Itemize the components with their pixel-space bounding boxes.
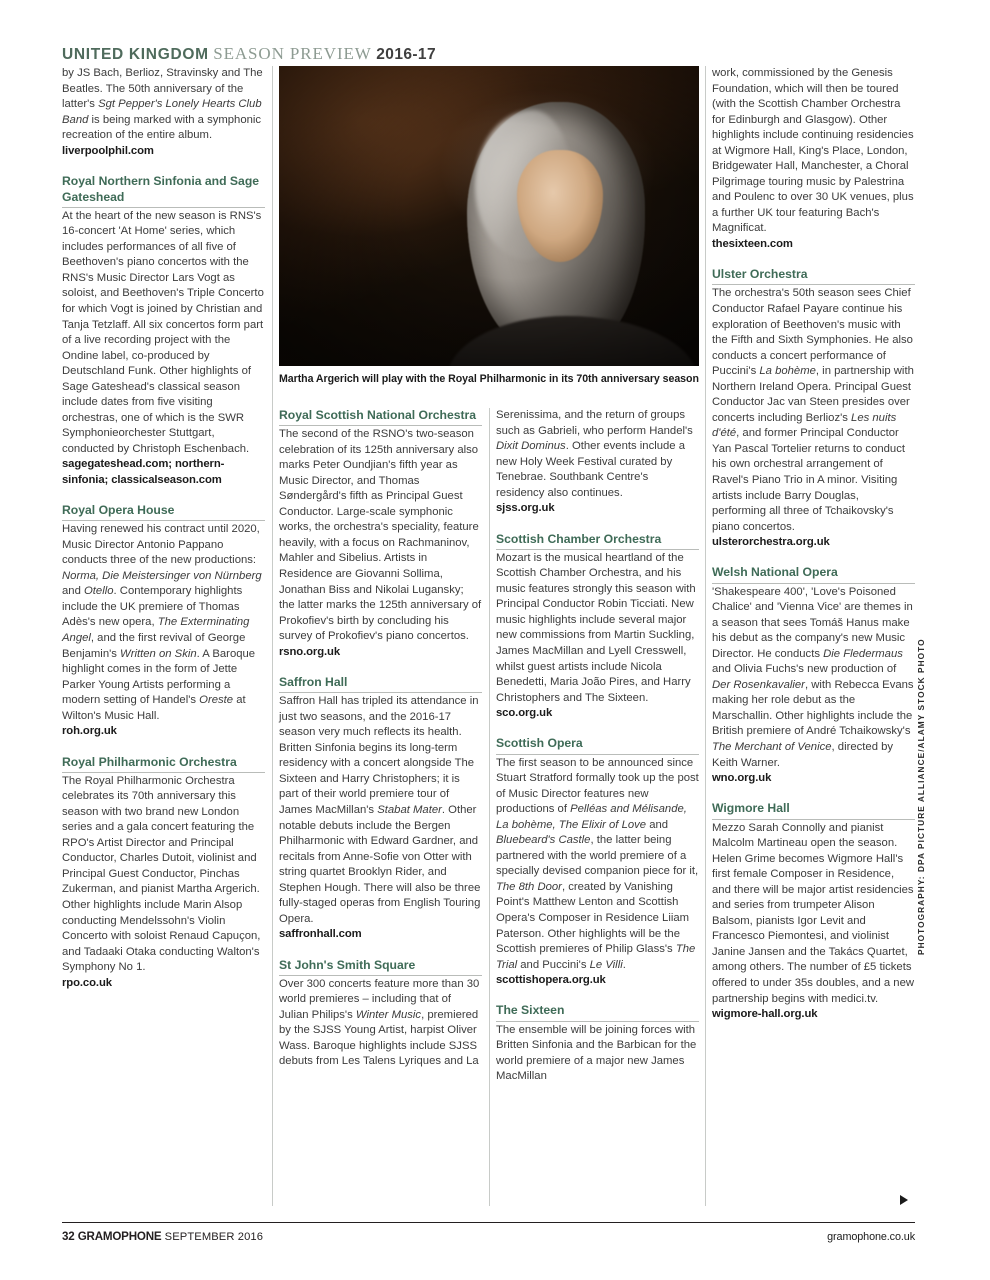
wno-text-4: , directed by Keith Warner. — [712, 741, 894, 769]
ulster-text-2: , in partnership with Northern Ireland Opera. Principal Guest Conductor Jac van Steen presides over concerts including Berlioz's — [712, 365, 914, 424]
intro-text: by JS Bach, Berlioz, Stravinsky and The Beatles. The 50th anniversary of the latter's — [62, 67, 263, 111]
footer-issue-date: SEPTEMBER 2016 — [164, 1231, 264, 1243]
so-italic-2: Bluebeard's Castle — [496, 834, 591, 847]
spacer — [712, 252, 915, 267]
intro-paragraph — [62, 66, 265, 144]
spacer — [712, 786, 915, 801]
scottish-opera-body — [496, 756, 699, 974]
ulster-orchestra-body — [712, 286, 915, 535]
spacer — [279, 943, 482, 958]
so-italic-3: The 8th Door — [496, 880, 562, 893]
footer-website: gramophone.co.uk — [827, 1231, 915, 1243]
ulster-text-3: , and former Principal Conductor Yan Pascal Tortelier returns to conduct his own orchestral arrangement of Ravel's Piano Trio in A minor. Visiting artists include Barry Douglas, performing all three of Tchaikovsky's piano concertos. — [712, 427, 905, 533]
roh-text-2: and — [62, 585, 84, 598]
rpo-url[interactable]: rpo.co.uk — [62, 976, 112, 989]
so-text-1: The first season to be announced since Stuart Stratford formally took up the post of Music Director features new productions of — [496, 756, 699, 816]
liverpoolphil-url[interactable]: liverpoolphil.com — [62, 144, 154, 157]
ulsterorchestra-url[interactable]: ulsterorchestra.org.uk — [712, 536, 830, 549]
ulster-text-1: The orchestra's 50th season sees Chief Conductor Rafael Payare continue his exploration of Beethoven's music with the Fifth and Sixth Symphonies. He also conducts a concert performance of Puccini's — [712, 287, 913, 378]
ulster-italic-2: Les nuits d'été — [712, 411, 897, 440]
spacer — [62, 488, 265, 503]
royal-northern-sinfonia-body: At the heart of the new season is RNS's 16-concert 'At Home' series, which includes performances of all five of Beethoven's piano concertos with the RNS's Music Director Lars Vogt as soloist, and Beethoven's Triple Concerto for which Vogt is joined by Christian and Tanja Tetzlaff. All six concertos form part of a live recording project with the Ondine label, co-produced by Deutschland Funk. Other highlights of Sage Gateshead's classical season include dates from five visiting orchestras, one of which is the SWR Symphonieorchester Stuttgart, conducted by Christoph Eschenbach. — [62, 209, 264, 455]
sagegateshead-url[interactable]: sagegateshead.com; northern-sinfonia; classicalseason.com — [62, 458, 225, 486]
heading-the-sixteen: The Sixteen — [496, 1003, 699, 1021]
spacer — [496, 721, 699, 736]
wno-text-3: , with Rebecca Evans making her role debut as the Marschallin. Other highlights include the British premiere of André Tchaikowsky's — [712, 678, 914, 738]
column-divider — [489, 408, 490, 1206]
wigmore-hall-body: Mezzo Sarah Connolly and pianist Malcolm Martineau open the season. Helen Grime becomes Wigmore Hall's first female Composer in Residence, and there will be major artist residencies and series from trumpeter Alison Balsom, pianists Igor Levit and Francesco Piemontesi, and violinist Janine Jansen and the Takács Quartet, among others. The number of £5 tickets offered to under 35s doubles, and a new partnership begins with medici.tv. — [712, 821, 915, 1005]
sjss-cont-text-2: . Other events include a new Holy Week Festival curated by Tenebrae. Southbank Centre's residency also continues. — [496, 440, 685, 499]
heading-royal-scottish-national-orchestra: Royal Scottish National Orchestra — [279, 408, 482, 426]
page-masthead — [62, 44, 922, 64]
saffron-text-2: . Other notable debuts include the Bergen Philharmonic with Edward Gardner, and recitals from Anne-Sofie von Otter with string quartet Brooklyn Rider, and Stephen Hough. There will also be three fully-staged operas from English Touring Opera. — [279, 803, 481, 925]
sjss-italic-1: Winter Music — [355, 1008, 422, 1021]
heading-saffron-hall: Saffron Hall — [279, 675, 482, 693]
the-sixteen-continued: work, commissioned by the Genesis Foundation, which will then be toured (with the Scottish Chamber Orchestra for Edinburgh and Glasgow). Other highlights include continuing residencies at Wigmore Hall, King's Place, London, Bridgewater Hall, Manchester, a Choral Pilgrimage touring music by Palestrina and Poulenc to over 30 UK venues, plus a further UK tour featuring Bach's Magnificat. — [712, 67, 914, 235]
heading-welsh-national-opera: Welsh National Opera — [712, 565, 915, 583]
spacer — [712, 550, 915, 565]
spacer — [496, 517, 699, 532]
wno-italic-2: Der Rosenkavalier — [712, 678, 805, 691]
royal-opera-house-body — [62, 522, 265, 724]
the-sixteen-body: The ensemble will be joining forces with Britten Sinfonia and the Barbican for the world premiere of a major new James MacMillan — [496, 1023, 697, 1083]
roh-italic-2: Otello — [84, 585, 114, 598]
masthead-years: 2016-17 — [376, 46, 436, 63]
so-italic-4: The Trial — [496, 943, 696, 971]
so-text-3: , the latter being partnered with the world premiere of a specially devised companion piece for it, — [496, 834, 699, 878]
roh-italic-5: Oreste — [199, 694, 234, 707]
intro-italic-title: Sgt Pepper's Lonely Hearts Club Band — [62, 98, 262, 126]
so-text-4: , created by Vanishing Point's Matthew Lenton and Scottish Opera's Composer in Residence Liiam Paterson. Other highlights will be the Scottish premieres of Philip Glass's — [496, 880, 690, 956]
ulster-italic-1: La bohème — [759, 365, 816, 378]
rsno-body: The second of the RSNO's two-season celebration of its 125th anniversary also marks Peter Oundjian's fifth year as Music Director, and Thomas Søndergård's fifth as Principal Guest Conductor. Large-scale symphonic works, the orchestra's speciality, feature heavily, with a focus on Rachmaninov, Mahler and Sibelius. Artists in Residence are Giovanni Sollima, Jonathan Biss and Nikolai Lugansky; the latter marks the 125th anniversary of Prokofiev's birth by concluding his survey of Prokofiev's piano concertos. — [279, 428, 482, 643]
roh-text-3: . Contemporary highlights include the UK premiere of Thomas Adès's new opera, — [62, 585, 243, 629]
sco-body: Mozart is the musical heartland of the Scottish Chamber Orchestra, and his music features strongly this season with Principal Conductor Robin Ticciati. New music highlights include several major new commissions from Martin Suckling, James MacMillan and Lyell Cresswell, whilst guest artists include Nicola Benedetti, Maria João Pires, and Harry Christophers and The Sixteen. — [496, 551, 696, 704]
photo-credit: PHOTOGRAPHY: DPA PICTURE ALLIANCE/ALAMY STOCK PHOTO — [916, 638, 926, 955]
rsno-url[interactable]: rsno.org.uk — [279, 645, 341, 658]
heading-scottish-opera: Scottish Opera — [496, 736, 699, 754]
footer-divider — [62, 1222, 915, 1223]
heading-royal-northern-sinfonia: Royal Northern Sinfonia and Sage Gateshead — [62, 174, 265, 208]
footer-magazine-name: GRAMOPHONE — [77, 1230, 162, 1243]
column-one — [62, 66, 265, 991]
sjss-text-2: , premiered by the SJSS Young Artist, harpist Oliver Wass. Baroque highlights include SJSS debuts from Les Talens Lyriques and La — [279, 1008, 479, 1068]
continue-arrow-icon — [900, 1195, 908, 1205]
column-three — [496, 408, 699, 1085]
wno-body — [712, 585, 915, 772]
sjss-url[interactable]: sjss.org.uk — [496, 502, 555, 515]
wigmore-hall-url[interactable]: wigmore-hall.org.uk — [712, 1008, 818, 1021]
so-text-2: and — [646, 818, 669, 831]
argerich-photo — [279, 66, 699, 366]
sjss-cont-italic-1: Dixit Dominus — [496, 440, 566, 453]
so-text-5: and Puccini's — [517, 958, 590, 971]
column-divider — [705, 66, 706, 1206]
heading-scottish-chamber-orchestra: Scottish Chamber Orchestra — [496, 532, 699, 550]
wno-italic-3: The Merchant of Venice — [712, 741, 832, 754]
royal-philharmonic-body: The Royal Philharmonic Orchestra celebrates its 70th anniversary this season with two brand new London series and a gala concert featuring the RPO's Artist Director and Principal Conductor, Charles Dutoit, violinist and Principal Guest Conductor, Pinchas Zukerman, and pianist Martha Argerich. Other highlights include Marin Alsop conducting Mendelssohn's Violin Concerto with soloist Renaud Capuçon, and Tadaaki Otaka conducting Walton's Symphony No 1. — [62, 774, 261, 974]
roh-text-4: , and the first revival of George Benjamin's — [62, 631, 246, 660]
saffron-text-1: Saffron Hall has tripled its attendance in just two seasons, and the 2016-17 season very much reflects its health. Britten Sinfonia begins its long-term residency with a concert alongside The Sixteen and Harry Christophers; it is part of their world premiere tour of James MacMillan's — [279, 695, 479, 816]
heading-ulster-orchestra: Ulster Orchestra — [712, 267, 915, 285]
roh-text-5: . A Baroque highlight comes in the form of Jette Parker Young Artists performing a modern setting of Handel's — [62, 647, 256, 707]
masthead-section: SEASON PREVIEW — [213, 44, 372, 63]
roh-italic-1: Norma, Die Meistersinger von Nürnberg — [62, 569, 262, 582]
so-italic-1: Pelléas and Mélisande, La bohème, The Elixir of Love — [496, 803, 687, 831]
heading-royal-philharmonic-orchestra: Royal Philharmonic Orchestra — [62, 755, 265, 773]
column-divider — [272, 66, 273, 1206]
roh-text-6: at Wilton's Music Hall. — [62, 694, 246, 722]
spacer — [496, 988, 699, 1003]
so-italic-5: Le Villi — [589, 958, 623, 971]
column-four — [712, 66, 915, 1022]
masthead-region: UNITED KINGDOM — [62, 46, 209, 63]
spacer — [62, 740, 265, 755]
column-two — [279, 408, 482, 1070]
roh-text-1: Having renewed his contract until 2020, Music Director Antonio Pappano conducts three of the new productions: — [62, 523, 260, 567]
photo-vignette — [279, 66, 699, 366]
roh-italic-4: Written on Skin — [120, 647, 197, 660]
footer-page-number: 32 — [62, 1230, 75, 1243]
photo-caption: Martha Argerich will play with the Royal Philharmonic in its 70th anniversary season — [279, 373, 699, 385]
saffronhall-url[interactable]: saffronhall.com — [279, 928, 362, 941]
wno-text-1: 'Shakespeare 400', 'Love's Poisoned Chalice' and 'Vienna Vice' are themes in a season that sees Tomáš Hanus make his debut as the company's new Music Director. He conducts — [712, 585, 913, 660]
heading-royal-opera-house: Royal Opera House — [62, 503, 265, 521]
heading-wigmore-hall: Wigmore Hall — [712, 801, 915, 819]
sjss-text-1: Over 300 concerts feature more than 30 world premieres – including that of Julian Philips's — [279, 977, 480, 1021]
intro-tail: is being marked with a symphonic recreation of the entire album. — [62, 113, 262, 142]
heading-st-johns-smith-square: St John's Smith Square — [279, 958, 482, 976]
saffron-italic-1: Stabat Mater — [377, 803, 442, 816]
sco-url[interactable]: sco.org.uk — [496, 707, 553, 720]
sjss-body — [279, 977, 482, 1070]
sjss-continued — [496, 408, 699, 501]
spacer — [279, 660, 482, 675]
roh-url[interactable]: roh.org.uk — [62, 725, 117, 738]
thesixteen-url[interactable]: thesixteen.com — [712, 238, 793, 251]
roh-italic-3: The Exterminating Angel — [62, 616, 250, 644]
spacer — [62, 159, 265, 174]
sjss-cont-text-1: Serenissima, and the return of groups such as Gabrieli, who perform Handel's — [496, 409, 693, 437]
wno-text-2: and Olivia Fuchs's new production of — [712, 663, 897, 676]
saffron-hall-body — [279, 694, 482, 927]
so-text-6: . — [622, 958, 626, 971]
wno-italic-1: Die Fledermaus — [823, 647, 903, 660]
scottishopera-url[interactable]: scottishopera.org.uk — [496, 974, 606, 987]
wno-url[interactable]: wno.org.uk — [712, 772, 772, 785]
